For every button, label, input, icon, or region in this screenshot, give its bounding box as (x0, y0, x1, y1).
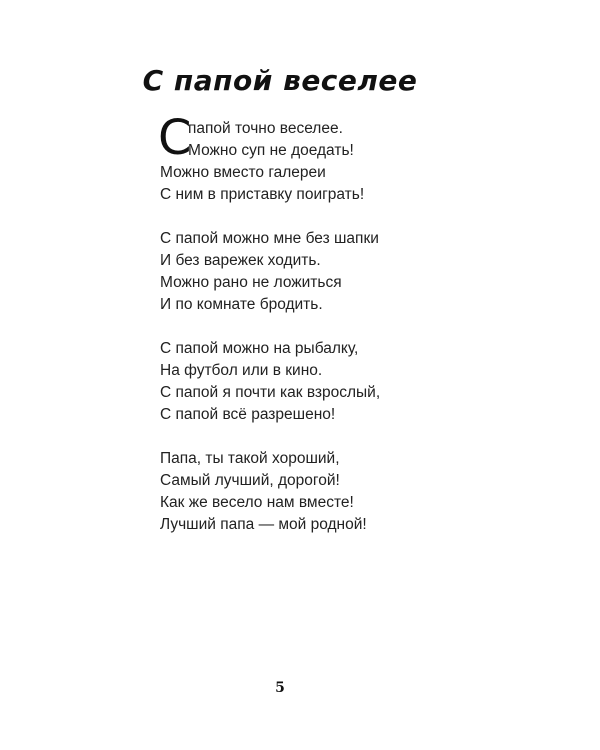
stanza-1 (158, 110, 460, 206)
poem-line: И по комнате бродить. (160, 296, 323, 313)
poem-line: Можно рано не ложиться (160, 274, 342, 291)
poem-line: И без варежек ходить. (160, 252, 321, 269)
poem-body (158, 110, 460, 558)
poem-line: Можно вместо галереи (160, 164, 326, 181)
poem-line: С папой я почти как взрослый, (160, 384, 381, 401)
poem-line: Самый лучший, дорогой! (160, 472, 340, 489)
poem-line: Как же весело нам вместе! (160, 494, 354, 511)
poem-line: папой точно веселее. (188, 120, 343, 137)
poem-line: Можно суп не доедать! (188, 142, 354, 159)
poem-line: С папой всё разрешено! (160, 406, 336, 423)
poem-line: С ним в приставку поиграть! (160, 186, 365, 203)
poem-line: С папой можно мне без шапки (160, 230, 379, 247)
stanza-3 (160, 338, 460, 426)
poem-title: С папой веселее (142, 64, 418, 97)
poem-line: Лучший папа — мой родной! (160, 516, 367, 533)
stanza-2 (160, 228, 460, 316)
poem-line: На футбол или в кино. (160, 362, 323, 379)
page-number: 5 (275, 680, 285, 696)
poem-line: Папа, ты такой хороший, (160, 450, 340, 467)
poem-line: С папой можно на рыбалку, (160, 340, 359, 357)
stanza-4 (160, 448, 460, 536)
drop-cap: С (158, 110, 192, 166)
